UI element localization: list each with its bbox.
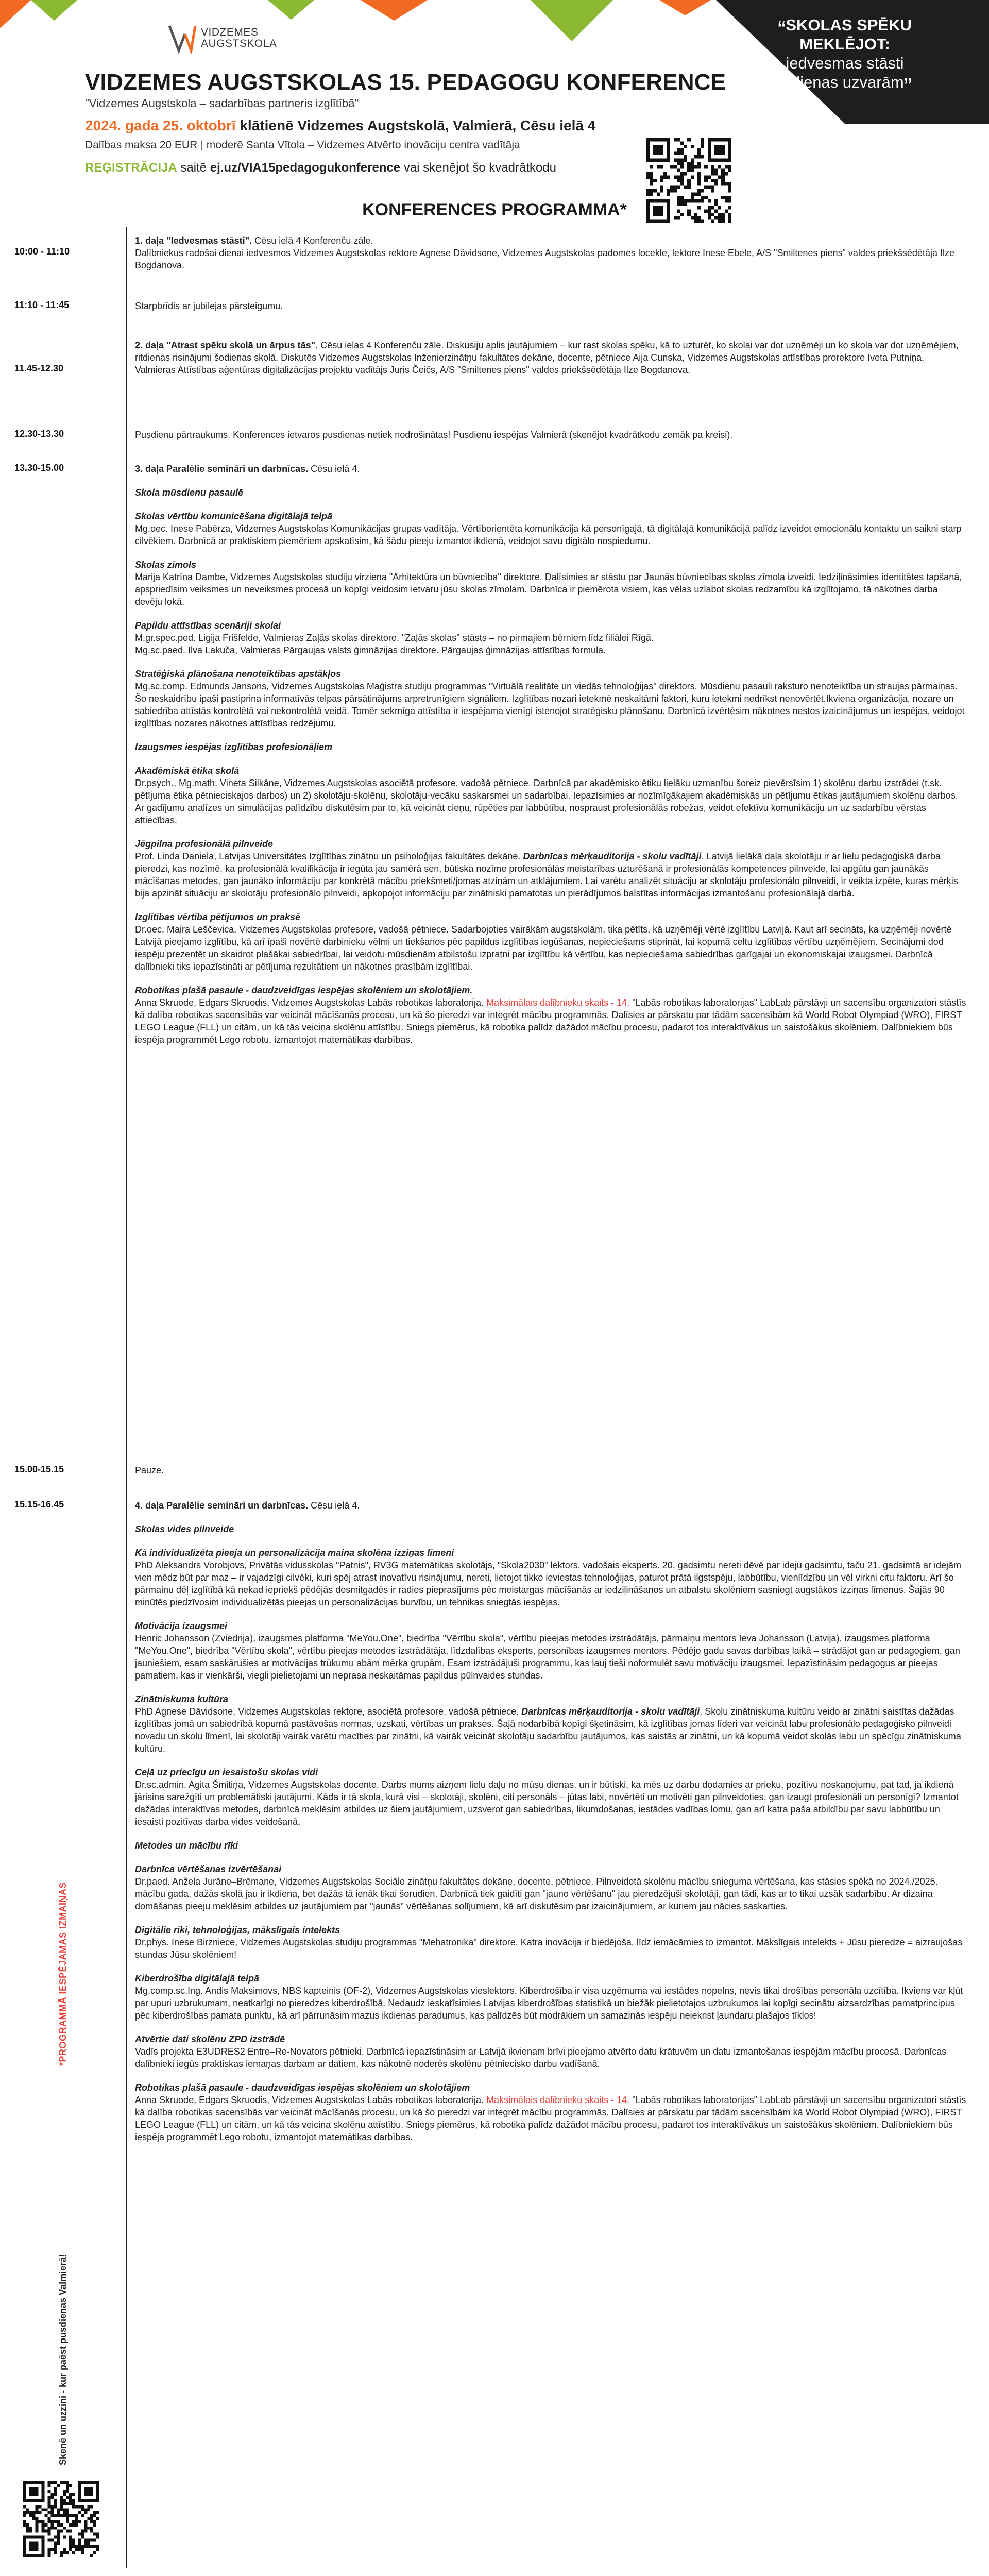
workshop-text — [135, 2094, 967, 2143]
program-changes-note: *PROGRAMMĀ IESPĒJAMAS IZMAIŅAS — [58, 1882, 68, 2066]
session-7-location: Cēsu ielā 4. — [308, 1500, 360, 1511]
logo-text — [201, 27, 277, 49]
max-participants-note: Maksimālais dalībnieku skaits - 14. — [486, 997, 630, 1008]
session-3-title: 2. daļa "Atrast spēku skolā un ārpus tās". — [135, 340, 318, 350]
registration-tail: vai skenējot šo kvadrātkodu — [403, 161, 556, 175]
orange-triangle-shape — [361, 0, 428, 21]
logo-line-1: VIDZEMES — [201, 26, 259, 38]
workshop-title: Digitālie rīki, tehnoloģijas, mākslīgais intelekts — [135, 1925, 340, 1935]
workshop-text: Dr.paed. Anžela Jurāne–Brēmane, Vidzemes Augstskolas Sociālo zinātņu fakultātes dekāne, docente, pētniece. Pilnveidotā skolēnu mācību snieguma vērtēšana, kas stāsies spēkā no 2024./2025. mācību gada, dažās skolā jau ir ikdiena, bet dažās tā ienāk tikai šorudien. Darbnīcā tiek gaidīti gan "jauno vērtēšanu" jau pieredzējuši skolotāji, gan tādi, kas ar to tikai uzsāk sadarbību. Ar dizaina domāšanas pieeju meklēsim atbildes uz jautājumiem par "jaunās" vērtēšanas solījumiem, kā arī diskutēsim par izaicinājumiem, ar kuriem jau nācies saskarties. — [135, 1876, 938, 1911]
event-date: 2024. gada 25. oktobrī — [85, 117, 236, 133]
session-5 — [135, 463, 967, 1046]
time-slot-3: 11.45-12.30 — [14, 363, 64, 374]
time-slot-6: 15.00-15.15 — [14, 1464, 64, 1475]
session-4-text: Pusdienu pārtraukums. Konferences ietvaros pusdienas netiek nodrošinātas! Pusdienu iespējas Valmierā (skenējot kvadrātkodu zemāk pa kreisi). — [135, 430, 733, 440]
workshop-title: Zinātniskuma kultūra — [135, 1694, 229, 1704]
registration-link[interactable]: ej.uz/VIA15pedagogukonference — [210, 161, 401, 175]
workshop-title: Izglītības vērtība pētījumos un praksē — [135, 912, 301, 922]
event-date-line — [85, 117, 595, 134]
workshop-title: Robotikas plašā pasaule - daudzveidīgas iespējas skolēniem un skolotājiem — [135, 2082, 470, 2093]
time-slot-1: 10:00 - 11:10 — [14, 246, 70, 257]
workshop-text — [135, 850, 967, 900]
session-1-title: 1. daļa "Iedvesmas stāsti". — [135, 235, 252, 246]
lunch-scan-note: Skenē un uzzini - kur paēst pusdienas Valmierā! — [58, 2253, 68, 2465]
workshop-text: Dr.oec. Maira Leščevica, Vidzemes Augstskolas profesore, vadošā pētniece. Sadarbojoties vairākām augstskolām, tika pētīts, kā uzņēmēji vērtē izglītību Latvijā. Kaut arī secināts, ka uzņēmēji novērtē Latvijā pieejamo izglītību, kā arī īpaši novērtē darbinieku vēlmi un tiekšanos pēc papildus izglītības iegūšanas, nepieciešams stiprināt, lai kopumā celtu izglītības vērtību uzņēmējiem. Secinājumi dod iespēju prezentēt un skaidrot plašākai sabiedrībai, lai veidotu mūsdienām atbilstošu izpratni par izglītību kā vērtību, kas nepieciešama sabiedrības garīgajai un ekonomiskajai izaugsmei. Darbnīcā dalībnieki tiks iepazīstināti ar pētījuma rezultātiem un nākotnes prasībām izglītībai. — [135, 924, 952, 972]
workshop-text: PhD Aleksandrs Vorobjovs, Privātās vidusskolas "Patnis", RV3G matemātikas skolotājs, "Skola2030" lektors, vadošais eksperts. 20. gadsimtu nereti dēvē par ideju gadsimtu, taču 21. gadsimtā ar idejām vien mēdz būt par maz – ir vajadzīgi cilvēki, kuri spēj atrast inovatīvu risinājumu, nereti, lietojot tikko ieviestas tehnoloģijas, paturot prātā ilgstspēju, labbūtību, vienlīdzību un vēl virkni citu faktoru. Arī šo pārmaiņu dēļ izglītībā kā nekad iepriekš pēdējās desmitgadēs ir radies pieprasījums pēc meistargas mācīšanās ar iedziļināšanos un atbalstu skolēniem sasniegt augstākos izziņas līmenus. Šajās 90 minūtēs piedzīvosim individualizētās pieejas un personalizācijas burvību, un tehnikas sniegtās iespējas. — [135, 1560, 962, 1607]
workshop-text: Mg.comp.sc.Ing. Andis Maksimovs, NBS kapteinis (OF-2), Vidzemes Augstskolas vieslektors. Kiberdrošība ir visa uzņēmuma vai iestādes nopelns, nevis tikai drošības personāla uzcītība. Ikviens var kļūt par upuri uzbrukumam, neatkarīgi no pieredzes kiberdrošībā. Nedaudz ieskatīsimies Latvijas kiberdrošības statistikā un biežāk pielietotajos uzbrukumos lai kopīgi secinātu aizsardzības pamatprincipus pēc kiberdrošības pamata punktu, kā arī pārrunāsim mazus ikdienas paradumus, kas palīdzēs būt modrākiem un samazinās iespēju neiekrist ļaundaru plašajos tīklos! — [135, 1986, 963, 2021]
workshop-title: Skolas vērtību komunicēšana digitālajā telpā — [135, 511, 333, 521]
session-1 — [135, 234, 967, 272]
green-triangle-shape-3 — [531, 0, 613, 41]
workshop-title: Darbnīca vērtēšanas izvērtēšanai — [135, 1864, 282, 1874]
workshop-text-part: Anna Skruode, Edgars Skruodis, Vidzemes Augstskolas Labās robotikas laboratorija. — [135, 2095, 487, 2105]
workshop-text-part: "Labās robotikas laboratorijas" LabLab pārstāvji un sacensību organizatori stāstīs kā dalība robotikas sacensībās var veicināt mācīšanās procesu, un kā šo pieredzi var integrēt mācību programmās. Dalīsies ar pārskatu par tādām sacensībām kā World Robot Olympiad (WRO), FIRST LEGO League (FLL) un citām, un kā tās veicina skolēnu attīstību. Sniegs piemērus, kā robotika palīdz dažādot mācību procesu, padarot tos interaktīvākus un saistošākus skolēniem. Dalībniekiem būs iespēja programmēt Lego robotu, izmantojot matemātikas darbības. — [135, 2095, 966, 2142]
workshop-text: Mg.oec. Inese Pabērza, Vidzemes Augstskolas Komunikācijas grupas vadītāja. Vērtīborientēta komunikācija kā personīgajā, tā digitālajā komunikācijā palīdz izveidot emocionālu kontaktu un saikni starp cilvēkiem. Darbnīcā ar praktiskiem piemēriem apskatīsim, kā šādu pieeju izmantot ikdienā, veidojot savu digitālo nospiedumu. — [135, 523, 962, 546]
banner-line-1: SKOLAS SPĒKU — [786, 16, 912, 34]
session-6 — [135, 1464, 967, 1477]
workshop-title: Ceļā uz priecīgu un iesaistošu skolas vidi — [135, 1767, 318, 1777]
session-1-location: Cēsu ielā 4 Konferenču zāle. — [252, 235, 373, 246]
event-info-line: Dalības maksa 20 EUR | moderē Santa Vītola – Vidzemes Atvērto inovāciju centra vadītāja — [85, 139, 520, 151]
workshop-title: Papildu attīstības scenāriji skolai — [135, 620, 281, 631]
page-title: VIDZEMES AUGSTSKOLAS 15. PEDAGOGU KONFERENCE — [85, 70, 726, 95]
banner-line-3: iedvesmas stāsti — [786, 54, 904, 72]
session-5-location: Cēsu ielā 4. — [308, 464, 360, 474]
workshop-text: Marija Katrīna Dambe, Vidzemes Augstskolas studiju virziena "Arhitektūra un būvniecība" direktore. Dalīsimies ar stāstu par Jaunās būvniecības skolas zīmola izveidi. Iedziļināsimies identitātes tapšanā, apspriedīsim veiksmes un neveiksmes procesā un kopīgi veidosim ietvaru jūsu skolas zīmolam. Darbnīca ir piemērota visiem, kas vēlas uzlabot skolas redzamību kā izglītojamo, tā nākotnes darba devēju lokā. — [135, 572, 962, 607]
workshop-audience: Darbnīcas mērķauditorija - skolu vadītāji — [523, 851, 702, 861]
workshop-text: Henric Johansson (Zviedrija), izaugsmes platforma "MeYou.One", biedrība "Vērtību skola", vērtību pieejas metodes izstrādātājs, pārmaiņu mentors Ieva Johansson (Latvija), izaugsmes platforma "MeYou.One", biedrība "Vērtību skola", vērtību pieejas metodes izstrādātāja, līdzdalības eksperts, personības izaugsmes mentors. Pēdējo gadu savas darbības laikā – strādājot gan ar pedagogiem, gan jauniešiem, esam saskārušies ar motivācijas trūkumu abām mērķa grupām. Esam izstrādājuši programmu, kas ļauj tieši noformulēt savu motivāciju izaugsmei. Iepazīstināsim pedagogus ar pieejas pamatiem, kas ir vienkārši, viegli pielietojami un neprasa neskaitāmas papildus pūlnvaides stundas. — [135, 1633, 960, 1681]
banner-line-4: ritdienas uzvarām — [778, 73, 904, 91]
session-4 — [135, 429, 967, 441]
registration-line — [85, 161, 556, 175]
workshop-text-part: PhD Agnese Dāvidsone, Vidzemes Augstskolas rektore, asociētā profesore, vadošā pētniece. — [135, 1706, 522, 1717]
workshop-text: Mg.sc.comp. Edmunds Jansons, Vidzemes Augstskolas Maģistra studiju programmas "Virtuālā realitāte un viedās tehnoloģijas" direktors. Mūsdienu pasauli raksturo nenoteiktība un straujas pārmaiņas. Šo neskaidrību ipaši pastiprina informatīvās telpas pārsātinājums arpretrunīgiem signāliem. Izglītības nozari ietekmē neskaitāmi faktori, kuru ietekmi nedrīkst nenovērtēt.Ikviena organizācija, nozare un sabiedrība attīstās kontrolētā vai nekontrolētā veidā. Tomēr sekmīga attīstība ir iespējama vienīgi istenojot stratēģisku plānošanu. Darbnīcā izvērtēsim nākotnes nestos izaicinājumus un iespējas, veidojot izglītības nozares nākotnes attīstības redzējumu. — [135, 681, 965, 728]
workshop-text: Vadīs projekta E3UDRES2 Entre–Re-Novators pētnieki. Darbnīcā iepazīstināsim ar Latvijā ikvienam brīvi pieejamo atvērto datu krātuvēm un datu izmantošanas iespējām mācību procesā. Darbnīcas dalībnieki iegūs praktiskas iemaņas darbam ar datiem, kas nākotnē noderēs skolēnu pētniecisko darbu vadīšanā. — [135, 2046, 947, 2069]
registration-mid: saitē — [180, 161, 207, 175]
quote-open-icon: “ — [778, 16, 786, 43]
workshop-title: Kiberdrošība digitālajā telpā — [135, 1973, 260, 1984]
session-5-title: 3. daļa Paralēlie semināri un darbnīcas. — [135, 464, 309, 474]
workshop-text-part: . Latvijā lielākā daļa skolotāju ir ar lielu pedagoģiskā darba pieredzi, kas nozīmē, ka profesionālā kvalifikācija ir iegūta jau samērā sen, būtiska nozīme profesionālās meistarības uzturēšanā ir profesionālās kompetences pilnveide, lai apgūtu gan jaunākās mācīšanas metodes, gan jaunāko informāciju par konkrētā mācību priekšmeti/jomas atziņām un atklājumiem. Lai varētu analizēt situāciju ar skolotāju profesionālo pilnveidi, ir veikta izpēte, kuras mērķis bija apzināt situāciju ar skolotāju profesionālo pilnveidi, apkopojot informāciju par zinātniski pamatotas un pierādījumos balstītas informācijas izmantošanu profesionālajā darbā. — [135, 851, 958, 899]
logo-mark-icon — [167, 22, 197, 54]
time-slot-2: 11:10 - 11:45 — [14, 300, 70, 310]
timeline-line — [126, 227, 127, 2568]
max-participants-note: Maksimālais dalībnieku skaits - 14. — [486, 2095, 630, 2105]
session-7-group-2: Metodes un mācību rīki — [135, 1840, 238, 1851]
workshop-title: Akadēmiskā ētika skolā — [135, 766, 240, 776]
session-5-group-2: Izaugsmes iespējas izglītības profesionāļiem — [135, 742, 333, 752]
green-triangle-shape — [31, 0, 77, 21]
session-7-group-1: Skolas vides pilnveide — [135, 1524, 234, 1534]
session-2-text: Starpbrīdis ar jubilejas pārsteigumu. — [135, 301, 283, 311]
green-triangle-shape-2 — [268, 0, 314, 20]
workshop-text: Dr.sc.admin. Agita Šmitiņa, Vidzemes Augstskolas docente. Darbs mums aizņem lielu daļu no mūsu dienas, un ir būtiski, ka mēs uz darbu dodamies ar prieku, pozitīvu noskaņojumu, pat tad, ja ikdienā jārisina sarežģīti un problemātiski jautājumi. Kāda ir tā skola, kurā visi – skolotāji, skolēni, citi personāls – jūtas labi, novērtēti un motivēti gan pilnveidoties, gan izaugt profesionāli un personīgi? Izmantot dažādas interaktīvas metodes, darbnīcā meklēsim atbildes uz šiem jautājumiem, uzsverot gan sabiedrības, likumdošanas, iestādes vadības lomu, gan arī katra paša atbildību par savu labbūtību un iesaisti pozitīvas darba vides veidošanā. — [135, 1780, 959, 1827]
session-6-text: Pauze. — [135, 1465, 164, 1476]
orange-corner-shape — [0, 0, 31, 28]
banner-slogan — [734, 15, 956, 100]
workshop-text — [135, 1705, 967, 1755]
quote-close-icon: ” — [903, 73, 912, 100]
time-slot-4: 12.30-13.30 — [14, 429, 64, 439]
event-location: klātienē Vidzemes Augstskolā, Valmierā, Cēsu ielā 4 — [240, 117, 596, 133]
time-slot-5: 13.30-15.00 — [14, 463, 64, 473]
workshop-text-part: . Skolu zinātniskuma kultūru veido ar zinātni saistītas dažādas izglītības jomā un sabiedrībā kopumā pastāvošas normas, uzskati, vērtības un prakses. Šajā nodarbībā kopīgi šķetināsim, kā izglītības jomas līderi var veicināt labu profesionālo pedagoģisko pilnveidi novadu un skolu līmenī, lai skolotāji vairāk varētu macīties par zinātni, kā vairāk veicināt skolotāju sadarbību jautājumos, kas saistās ar zinātni, un kā kopumā veidot skolās labu un spēcīgu zinātniskuma kultūru. — [135, 1706, 961, 1754]
workshop-title: Skolas zīmols — [135, 560, 197, 570]
workshop-title: Kā individualizēta pieeja un personalizācija maina skolēna izziņas līmeni — [135, 1548, 454, 1558]
orange-triangle-shape-2 — [659, 0, 711, 15]
workshop-text-part: Prof. Linda Daniela, Latvijas Universitātes Izglītības zinātņu un psiholoģijas fakultātes dekāne. — [135, 851, 523, 861]
session-7-title: 4. daļa Paralēlie semināri un darbnīcas. — [135, 1500, 309, 1511]
session-1-text: Dalībniekus radošai dienai iedvesmos Vidzemes Augstskolas rektore Agnese Dāvidsone, Vidzemes Augstskolas padomes locekle, lektore Inese Ebele, A/S "Smiltenes piens" valdes priekšsēdētāja Ilze Bogdanova. — [135, 248, 954, 270]
workshop-title: Robotikas plašā pasaule - daudzveidīgas iespējas skolēniem un skolotājiem. — [135, 985, 473, 995]
workshop-title: Stratēģiskā plānošana nenoteiktības apstākļos — [135, 669, 342, 679]
session-3 — [135, 339, 967, 376]
workshop-text: M.gr.spec.ped. Ligija Frišfelde, Valmieras Zaļās skolas direktore. "Zaļās skolas" stāsts – no pirmajiem bērniem līdz filiālei Rīgā. — [135, 633, 654, 643]
session-7 — [135, 1499, 967, 2143]
workshop-text-part: "Labās robotikas laboratorijas" LabLab pārstāvji un sacensību organizatori stāstīs kā dalība robotikas sacensībās var veicināt mācīšanās procesu, un kā šo pieredzi var integrēt mācību programmās. Dalīsies ar pārskatu par tādām sacensībām kā World Robot Olympiad (WRO), FIRST LEGO League (FLL) un citām, un kā tās veicina skolēnu attīstību. Sniegs piemērus, kā robotika palīdz dažādot mācību procesu, padarot tos interaktīvākus un saistošākus skolēniem. Dalībniekiem būs iespēja programmēt Lego robotu, izmantojot matemātikas darbības. — [135, 997, 966, 1045]
banner-line-2: MEKLĒJOT: — [799, 35, 890, 53]
session-5-group-1: Skola mūsdienu pasaulē — [135, 487, 244, 498]
time-slot-7: 15.15-16.45 — [14, 1499, 64, 1510]
workshop-text: Mg.sc.paed. Ilva Lakuča, Valmieras Pārgaujas valsts ģimnāzijas direktore. Pārgaujas ģimnāzijas attīstības formula. — [135, 645, 606, 655]
workshop-title: Jēgpilna profesionālā pilnveide — [135, 839, 274, 849]
event-moderator: moderē Santa Vītola – Vidzemes Atvērto inovāciju centra vadītāja — [206, 139, 520, 151]
event-fee: Dalības maksa 20 EUR — [85, 139, 198, 151]
workshop-audience: Darbnīcas mērķauditorija - skolu vadītāji — [521, 1706, 700, 1717]
lunch-qr-code-icon[interactable] — [23, 2481, 99, 2557]
logo-line-2: AUGSTSKOLA — [201, 38, 277, 49]
workshop-title: Motivācija izaugsmei — [135, 1621, 228, 1631]
workshop-text — [135, 996, 967, 1046]
session-3-text: Cēsu ielas 4 Konferenču zāle. Diskusiju aplis jautājumiem – kur rast skolas spēku, kā to uzturēt, ko skolai var dot uzņēmēji un ko skola var dot uzņēmējiem, ritdienas risinājumi šodienas skolā. Diskutēs Vidzemes Augstskolas Inženierzinātņu fakultātes dekāne, docente, pētniece Aija Cunska, Vidzemes Augstskolas attīstības prorektore Iveta Putniņa, Valmieras Attīstības aģentūras digitalizācijas projektu vadītājs Juris Čeičs, A/S "Smiltenes piens" valdes priekšsēdētāja Ilze Bogdanova. — [135, 340, 959, 375]
page-subtitle: "Vidzemes Augstskola – sadarbības partneris izglītībā" — [85, 97, 359, 110]
workshop-title: Atvērtie dati skolēnu ZPD izstrādē — [135, 2034, 285, 2044]
session-2 — [135, 300, 967, 312]
registration-label: REĢISTRĀCIJA — [85, 161, 177, 175]
program-title: KONFERENCES PROGRAMMA* — [362, 200, 627, 219]
workshop-text-part: Anna Skruode, Edgars Skruodis, Vidzemes Augstskolas Labās robotikas laboratorija. — [135, 997, 487, 1008]
workshop-text: Dr.psych., Mg.math. Vineta Silkāne, Vidzemes Augstskolas asociētā profesore, vadošā pētniece. Darbnīcā par akadēmisko ētiku lielāku uzmanību šoreiz pievērsīsim 1) skolēnu darbu izstrādei (t.sk. pētījuma ētika pētnieciskajos darbos) un 2) skolotāju-skolēnu, skolotāju-vecāku saskarsmei un sadarbībai. Iepazīsimies ar nozīmīgākajiem akadēmiskās un pētījumu ētikas jautājumiem skolēnu darbos. Ar gadījumu analīzes un simulācijas palīdzību diskutēsim par to, kā veicināt cieņu, rūpēties par labbūtību, nospraust profesionālās robežas, veidot efektīvu komunikāciju un uz sadarbību vērstas attiecības. — [135, 778, 958, 825]
workshop-text: Dr.phys. Inese Birzniece, Vidzemes Augstskolas studiju programmas "Mehatronika" direktore. Katra inovācija ir biedējoša, līdz iemācāmies to izmantot. Mākslīgais intelekts + Jūsu pieredze = aizraujošas stundas Jūsu skolēniem! — [135, 1937, 963, 1960]
